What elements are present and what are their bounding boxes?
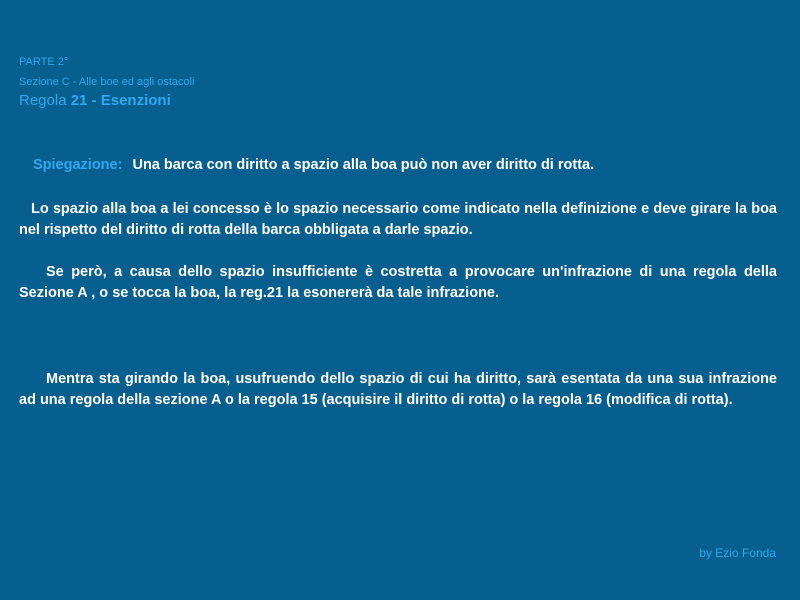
slide-header — [19, 55, 419, 110]
paragraph-3: Mentra sta girando la boa, usufruendo dello spazio di cui ha diritto, sarà esentata da una sua infrazione ad una regola della sezione A o la regola 15 (acquisire il diritto di rotta) o la regola 16 (modifica di rotta). — [19, 371, 777, 408]
author-credit: by Ezio Fonda — [699, 546, 776, 560]
part-label: PARTE 2° — [19, 56, 69, 68]
paragraph-1: Lo spazio alla boa a lei concesso è lo spazio necessario come indicato nella definizione e deve girare la boa nel rispetto del diritto di rotta della barca obbligata a darle spazio. — [19, 201, 777, 238]
explanation-text: Una barca con diritto a spazio alla boa può non aver diritto di rotta. — [132, 157, 595, 173]
rule-title-prefix: Regola — [19, 92, 71, 109]
rule-title — [19, 92, 419, 110]
explanation-label: Spiegazione: — [33, 157, 123, 173]
paragraph-2: Se però, a causa dello spazio insufficiente è costretta a provocare un'infrazione di una regola della Sezione A , o se tocca la boa, la reg.21 la esonererà da tale infrazione. — [19, 264, 777, 301]
explanation-line — [33, 155, 773, 176]
section-label: Sezione C - Alle boe ed agli ostacoli — [19, 76, 195, 88]
rule-title-number: 21 - Esenzioni — [70, 92, 171, 109]
